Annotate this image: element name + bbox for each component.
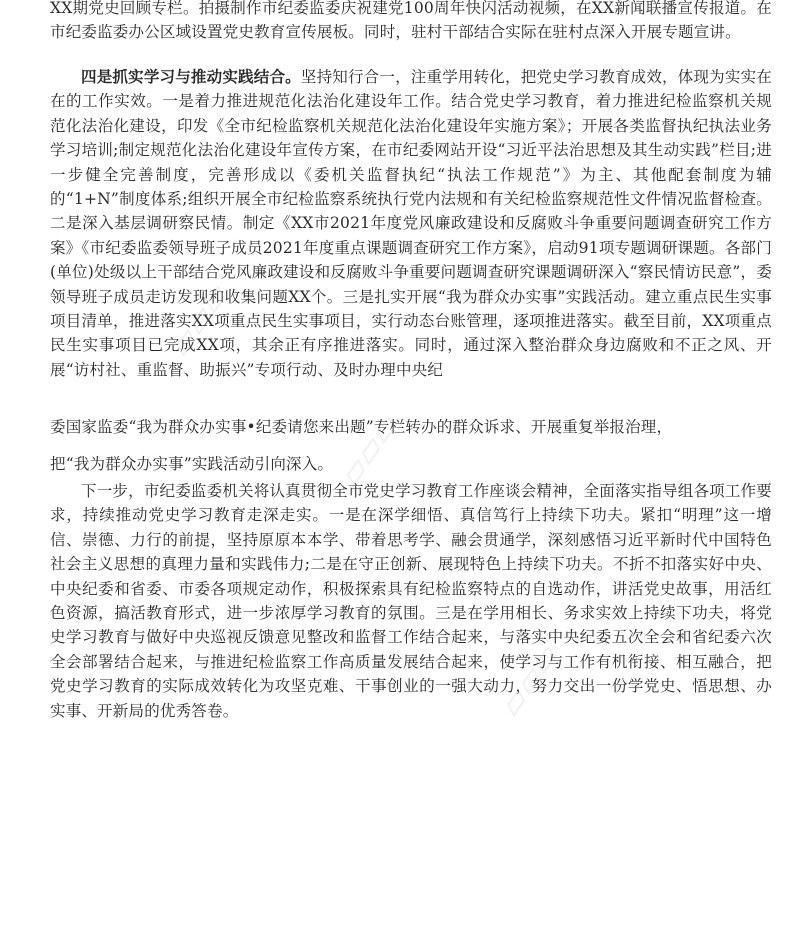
watermark-mark: ▱▱▱	[330, 406, 409, 494]
spaced-line-a-text: 委国家监委“我为群众办实事•纪委请您来出题”专栏转办的群众诉求、开展重复举报治理，	[50, 418, 673, 436]
section-four-paragraph	[50, 65, 772, 382]
section-four-body: 坚持知行合一，注重学用转化，把党史学习教育成效，体现为实实在在的工作实效。一是着力推进规范化法治化建设年工作。结合党史学习教育，着力推进纪检监察机关规范化法治化建设，印发《全市纪检监察机关规范化法治化建设年实施方案》；开展各类监督执纪执法业务学习培训;制定规范化法治化建设年宣传方案，在市纪委网站开设“习近平法治思想及其生动实践”栏目;进一步健全完善制度，完善形成以《委机关监督执纪“执法工作规范”》为主、其他配套制度为辅的“1+N”制度体系;组织开展全市纪检监察系统执行党内法规和有关纪检监察规范性文件情况监督检查。二是深入基层调研察民情。制定《XX市2021年度党风廉政建设和反腐败斗争重要问题调查研究工作方案》《市纪委监委领导班子成员2021年度重点课题调查研究工作方案》，启动91项专题调研课题。各部门(单位)处级以上干部结合党风廉政建设和反腐败斗争重要问题调查研究课题调研深入“察民情访民意”，委领导班子成员走访发现和收集问题XX个。三是扎实开展“我为群众办实事”实践活动。建立重点民生实事项目清单，推进落实XX项重点民生实事项目，实行动态台账管理，逐项推进落实。截至目前，XX项重点民生实事项目已完成XX项，其余正有序推进落实。同时，通过深入整治群众身边腐败和不正之风、开展“访村社、重监督、助振兴”专项行动、及时办理中央纪	[50, 68, 772, 379]
intro-paragraph	[50, 0, 772, 45]
watermark-mark: ▱▱▱	[160, 276, 239, 364]
section-four-heading: 四是抓实学习与推动实践结合。	[81, 67, 301, 86]
spaced-line-a	[50, 415, 772, 439]
next-steps-paragraph	[50, 479, 772, 723]
spaced-line-b	[50, 452, 772, 476]
spaced-line-b-text: 把“我为群众办实事”实践活动引向深入。	[50, 455, 334, 473]
next-steps-text: 下一步，市纪委监委机关将认真贯彻全市党史学习教育工作座谈会精神，全面落实指导组各项工作要求，持续推动党史学习教育走深走实。一是在深学细悟、真信笃行上持续下功夫。紧扣“明理”这一增信、崇德、力行的前提，坚持原原本本学、带着思考学、融会贯通学，深刻感悟习近平新时代中国特色社会主义思想的真理力量和实践伟力;二是在守正创新、展现特色上持续下功夫。不折不扣落实好中央、中央纪委和省委、市委各项规定动作，积极探索具有纪检监察特点的自选动作，讲活党史故事，用活红色资源，搞活教育形式，进一步浓厚学习教育的氛围。三是在学用相长、务求实效上持续下功夫，将党史学习教育与做好中央巡视反馈意见整改和监督工作结合起来，与落实中央纪委五次全会和省纪委六次全会部署结合起来，与推进纪检监察工作高质量发展结合起来，使学习与工作有机衔接、相互融合，把党史学习教育的实际成效转化为攻坚克难、干事创业的一强大动力，努力交出一份学党史、悟思想、办实事、开新局的优秀答卷。	[50, 482, 772, 720]
watermark-mark: ▱▱▱	[490, 636, 569, 724]
intro-text: XX期党史回顾专栏。拍摄制作市纪委监委庆祝建党100周年快闪活动视频，在XX新闻联播宣传报道。在市纪委监委办公区域设置党史教育宣传展板。同时，驻村干部结合实际在驻村点深入开展专题宣讲。	[50, 0, 772, 42]
